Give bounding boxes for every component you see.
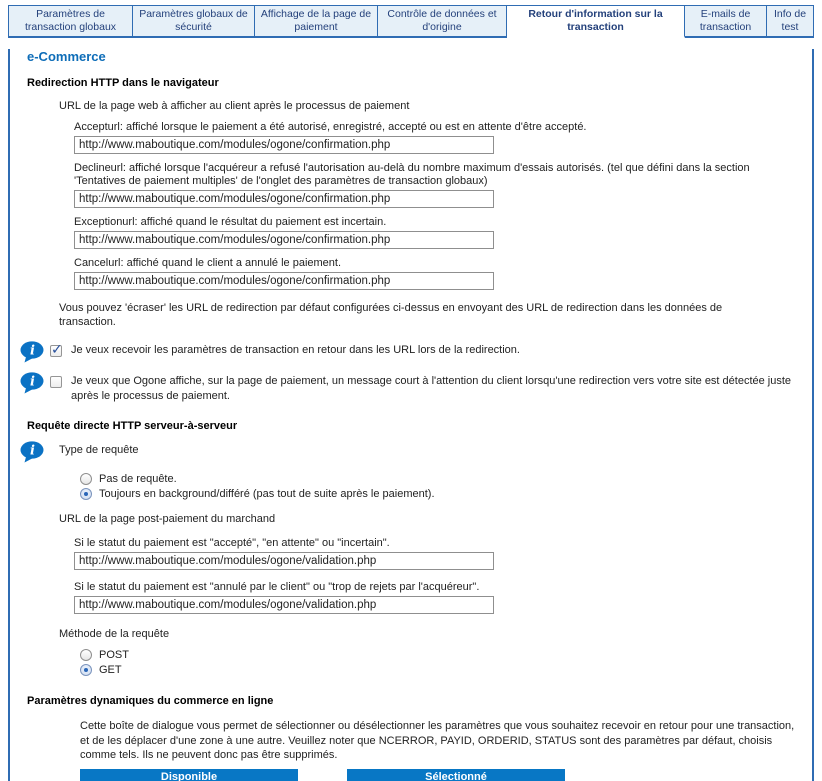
tab-parametres-transaction-globaux[interactable]: Paramètres de transaction globaux — [8, 5, 133, 38]
page-title: e-Commerce — [27, 49, 106, 65]
cancelurl-label: Cancelurl: affiché quand le client a annulé le paiement. — [74, 257, 342, 270]
tab-parametres-globaux-securite[interactable]: Paramètres globaux de sécurité — [133, 5, 255, 38]
status-cancelled-label: Si le statut du paiement est "annulé par le client" ou "trop de rejets par l'acquéreur". — [74, 581, 480, 594]
request-type-option-background — [80, 488, 812, 500]
dynamic-params-description: Cette boîte de dialogue vous permet de sélectionner ou désélectionner les paramètres que vous souhaitez recevoir en retour pour une transaction, et de les déplacer d'une zone à une autre. Veuillez noter que NCERROR, PAYID, ORDERID, STATUS sont des paramètres par défaut, choisis comme tels. Ils ne peuvent donc pas être supprimés. — [80, 720, 795, 762]
dynamic-params-lists — [80, 769, 812, 781]
background-deferred-radio[interactable] — [80, 488, 92, 500]
ogone-short-message-checkbox[interactable] — [50, 376, 62, 388]
svg-text:i: i — [30, 443, 35, 459]
available-listbox — [80, 769, 298, 781]
cancelurl-input[interactable] — [74, 272, 494, 290]
tab-info-test[interactable]: Info de test — [767, 5, 814, 38]
feedback-params-row — [20, 343, 812, 363]
status-accepted-url-input[interactable] — [74, 552, 494, 570]
section-heading-requete-directe: Requête directe HTTP serveur-à-serveur — [27, 420, 238, 433]
post-method-radio[interactable] — [80, 649, 92, 661]
ogone-short-message-label: Je veux que Ogone affiche, sur la page de paiement, un message court à l'attention du client lorsqu'une redirection vers votre site est détectée juste après le processus de paiement. — [71, 374, 792, 402]
svg-text:i: i — [30, 343, 35, 359]
declineurl-label: Declineurl: affiché lorsque l'acquéreur a refusé l'autorisation au-delà du nombre maximum d'essais autorisés. (tel que défini dans la section 'Tentatives de paiement multiples' de l'onglet des paramètres de transaction globaux) — [74, 162, 750, 188]
svg-text:i: i — [30, 374, 35, 390]
request-type-label: Type de requête — [59, 444, 139, 457]
accepturl-label: Accepturl: affiché lorsque le paiement a été autorisé, enregistré, accepté ou est en attente d'être accepté. — [74, 121, 587, 134]
selected-listbox — [347, 769, 565, 781]
no-request-label: Pas de requête. — [99, 473, 177, 486]
tab-content-panel — [8, 49, 814, 781]
tab-bar — [8, 5, 814, 38]
status-accepted-label: Si le statut du paiement est "accepté", "en attente" ou "incertain". — [74, 537, 390, 550]
tab-emails-transaction[interactable]: E-mails de transaction — [685, 5, 767, 38]
tab-affichage-page-paiement[interactable]: Affichage de la page de paiement — [255, 5, 378, 38]
section-heading-redirection-http: Redirection HTTP dans le navigateur — [27, 77, 219, 90]
receive-params-checkbox[interactable] — [50, 345, 62, 357]
tab-retour-information-transaction[interactable]: Retour d'information sur la transaction — [507, 5, 685, 38]
get-method-radio[interactable] — [80, 664, 92, 676]
available-list-header: Disponible — [80, 769, 298, 781]
override-urls-note: Vous pouvez 'écraser' les URL de redirection par défaut configurées ci-dessus en envoyant des URL de redirection dans les données de transaction. — [59, 302, 723, 329]
declineurl-input[interactable] — [74, 190, 494, 208]
request-type-row — [20, 443, 812, 463]
background-deferred-label: Toujours en background/différé (pas tout de suite après le paiement). — [99, 488, 435, 501]
exceptionurl-input[interactable] — [74, 231, 494, 249]
no-request-radio[interactable] — [80, 473, 92, 485]
request-type-option-none — [80, 473, 812, 485]
accepturl-input[interactable] — [74, 136, 494, 154]
status-cancelled-url-input[interactable] — [74, 596, 494, 614]
section-heading-parametres-dynamiques: Paramètres dynamiques du commerce en ligne — [27, 695, 274, 708]
exceptionurl-label: Exceptionurl: affiché quand le résultat du paiement est incertain. — [74, 216, 387, 229]
post-method-label: POST — [99, 649, 129, 662]
receive-params-label: Je veux recevoir les paramètres de transaction en retour dans les URL lors de la redirection. — [71, 343, 520, 356]
get-method-label: GET — [99, 664, 122, 677]
info-icon — [20, 341, 44, 363]
post-payment-url-label: URL de la page post-paiement du marchand — [59, 513, 276, 526]
redirection-intro: URL de la page web à afficher au client après le processus de paiement — [59, 100, 410, 113]
short-message-row — [20, 374, 812, 404]
selected-list-header: Sélectionné — [347, 769, 565, 781]
info-icon — [20, 372, 44, 394]
tab-controle-donnees-origine[interactable]: Contrôle de données et d'origine — [378, 5, 507, 38]
request-method-label: Méthode de la requête — [59, 628, 170, 641]
info-icon — [20, 441, 44, 463]
method-option-get — [80, 664, 812, 676]
method-option-post — [80, 649, 812, 661]
